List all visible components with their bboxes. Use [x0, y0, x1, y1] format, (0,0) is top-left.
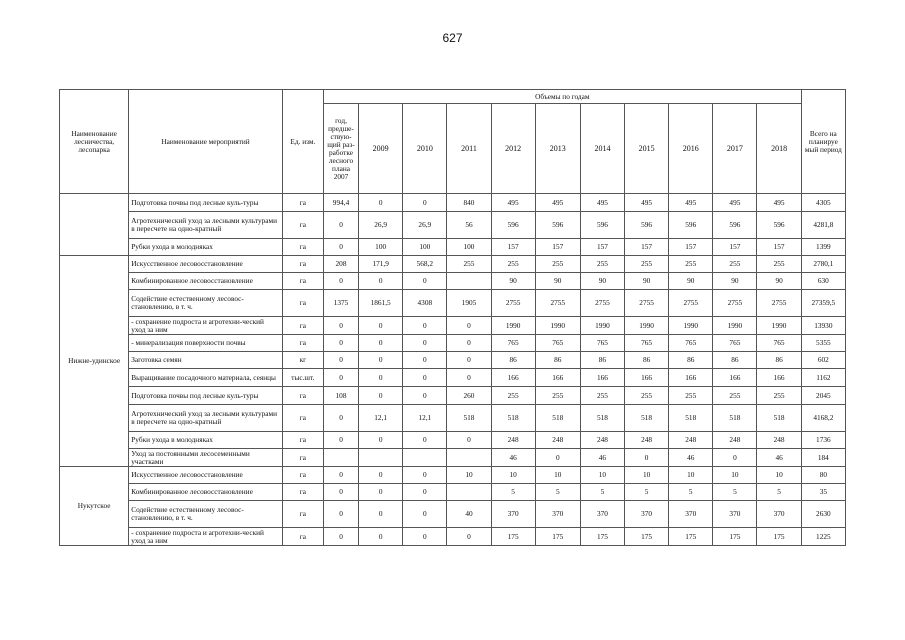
unit-cell: га: [282, 212, 323, 239]
page-number: 627: [442, 31, 463, 45]
value-cell: 166: [625, 369, 669, 387]
value-cell: 157: [669, 239, 713, 256]
value-cell: 171,9: [359, 256, 403, 273]
total-cell: 80: [801, 467, 845, 484]
total-cell: 1162: [801, 369, 845, 387]
activity-name: Искусственное лесовосстановление: [129, 467, 283, 484]
value-cell: 2755: [669, 290, 713, 317]
value-cell: 568,2: [403, 256, 447, 273]
unit-cell: га: [282, 405, 323, 432]
value-cell: 596: [491, 212, 535, 239]
value-cell: 5: [625, 484, 669, 501]
value-cell: 518: [491, 405, 535, 432]
value-cell: 157: [491, 239, 535, 256]
value-cell: 255: [580, 256, 624, 273]
value-cell: 46: [491, 449, 535, 467]
value-cell: 255: [625, 387, 669, 405]
value-cell: 255: [757, 387, 801, 405]
value-cell: 5: [713, 484, 757, 501]
table-row: [60, 369, 846, 387]
value-cell: 518: [580, 405, 624, 432]
year-header: 2011: [447, 104, 491, 194]
value-cell: 495: [757, 194, 801, 212]
value-cell: 166: [535, 369, 580, 387]
value-cell: 12,1: [359, 405, 403, 432]
activity-name: Уход за постоянными лесосеменными участками: [129, 449, 283, 467]
value-cell: 765: [757, 335, 801, 352]
year-header: 2013: [535, 104, 580, 194]
activity-name: - сохранение подроста и агротехни-ческий уход за ним: [129, 528, 283, 546]
table-row: [60, 317, 846, 335]
value-cell: 0: [447, 335, 491, 352]
value-cell: 248: [535, 432, 580, 449]
activity-name: Агротехнический уход за лесными культурами в пересчете на одно-кратный: [129, 212, 283, 239]
unit-cell: га: [282, 484, 323, 501]
value-cell: 0: [403, 317, 447, 335]
unit-cell: га: [282, 317, 323, 335]
table-row: [60, 484, 846, 501]
value-cell: 86: [491, 352, 535, 369]
unit-cell: га: [282, 528, 323, 546]
table-row: [60, 528, 846, 546]
value-cell: 1990: [535, 317, 580, 335]
value-cell: 0: [447, 432, 491, 449]
unit-cell: га: [282, 387, 323, 405]
value-cell: 10: [757, 467, 801, 484]
year-header: 2012: [491, 104, 535, 194]
activity-name: Искусственное лесовосстановление: [129, 256, 283, 273]
total-cell: 1225: [801, 528, 845, 546]
value-cell: 0: [447, 317, 491, 335]
year-header: 2014: [580, 104, 624, 194]
total-cell: 630: [801, 273, 845, 290]
value-cell: 2755: [757, 290, 801, 317]
value-cell: 994,4: [323, 194, 358, 212]
value-cell: 175: [757, 528, 801, 546]
activity-name: Комбинированное лесовосстановление: [129, 484, 283, 501]
total-cell: 27359,5: [801, 290, 845, 317]
value-cell: 1905: [447, 290, 491, 317]
value-cell: 596: [713, 212, 757, 239]
activity-name: - минерализация поверхности почвы: [129, 335, 283, 352]
value-cell: 370: [535, 501, 580, 528]
table-row: [60, 273, 846, 290]
forestry-name: [60, 194, 129, 256]
unit-cell: га: [282, 335, 323, 352]
value-cell: 0: [403, 528, 447, 546]
year-header: 2009: [359, 104, 403, 194]
value-cell: [447, 273, 491, 290]
value-cell: 0: [359, 484, 403, 501]
value-cell: 596: [535, 212, 580, 239]
total-cell: 13930: [801, 317, 845, 335]
value-cell: 0: [323, 528, 358, 546]
value-cell: 0: [403, 273, 447, 290]
value-cell: 0: [323, 212, 358, 239]
value-cell: 765: [535, 335, 580, 352]
year-header: 2010: [403, 104, 447, 194]
unit-cell: га: [282, 256, 323, 273]
value-cell: 0: [403, 432, 447, 449]
value-cell: 157: [757, 239, 801, 256]
activity-name: Агротехнический уход за лесными культурами в пересчете на одно-кратный: [129, 405, 283, 432]
value-cell: 10: [625, 467, 669, 484]
value-cell: 90: [713, 273, 757, 290]
value-cell: 175: [625, 528, 669, 546]
value-cell: 2755: [580, 290, 624, 317]
year-header: 2015: [625, 104, 669, 194]
total-cell: 2630: [801, 501, 845, 528]
value-cell: 0: [403, 352, 447, 369]
activity-name: Рубки ухода в молодняках: [129, 432, 283, 449]
value-cell: 4308: [403, 290, 447, 317]
value-cell: 765: [669, 335, 713, 352]
value-cell: 100: [403, 239, 447, 256]
value-cell: 1990: [491, 317, 535, 335]
value-cell: 46: [580, 449, 624, 467]
value-cell: 370: [625, 501, 669, 528]
value-cell: 260: [447, 387, 491, 405]
unit-cell: га: [282, 432, 323, 449]
value-cell: 166: [757, 369, 801, 387]
unit-header: Ед. изм.: [282, 90, 323, 194]
value-cell: 86: [757, 352, 801, 369]
value-cell: 840: [447, 194, 491, 212]
table-row: [60, 212, 846, 239]
value-cell: 166: [580, 369, 624, 387]
value-cell: 370: [713, 501, 757, 528]
value-cell: 0: [403, 501, 447, 528]
value-cell: 495: [580, 194, 624, 212]
value-cell: 255: [491, 387, 535, 405]
unit-cell: га: [282, 194, 323, 212]
value-cell: 157: [535, 239, 580, 256]
value-cell: 495: [713, 194, 757, 212]
value-cell: 0: [447, 352, 491, 369]
value-cell: 0: [359, 317, 403, 335]
value-cell: 0: [323, 369, 358, 387]
total-cell: 5355: [801, 335, 845, 352]
unit-cell: тыс.шт.: [282, 369, 323, 387]
value-cell: 0: [403, 194, 447, 212]
value-cell: 0: [403, 335, 447, 352]
value-cell: 86: [580, 352, 624, 369]
value-cell: [403, 449, 447, 467]
value-cell: 0: [713, 449, 757, 467]
activity-name: Подготовка почвы под лесные куль-туры: [129, 387, 283, 405]
value-cell: 0: [323, 352, 358, 369]
value-cell: 157: [580, 239, 624, 256]
value-cell: 255: [669, 256, 713, 273]
value-cell: [447, 449, 491, 467]
value-cell: 248: [625, 432, 669, 449]
value-cell: 86: [669, 352, 713, 369]
activity-name: Выращивание посадочного материала, сеянцы: [129, 369, 283, 387]
value-cell: 518: [535, 405, 580, 432]
value-cell: 255: [535, 256, 580, 273]
value-cell: 86: [713, 352, 757, 369]
value-cell: 26,9: [403, 212, 447, 239]
value-cell: 0: [323, 335, 358, 352]
value-cell: 0: [323, 317, 358, 335]
forestry-header: Наименование лесничества, лесопарка: [60, 90, 129, 194]
value-cell: 100: [359, 239, 403, 256]
value-cell: 0: [323, 501, 358, 528]
unit-cell: га: [282, 273, 323, 290]
value-cell: 0: [359, 501, 403, 528]
value-cell: 370: [580, 501, 624, 528]
value-cell: 2755: [713, 290, 757, 317]
value-cell: 0: [403, 467, 447, 484]
prev-year-header: год, предше-ствую-щий раз-работке лесного плана 2007: [323, 104, 358, 194]
value-cell: 248: [713, 432, 757, 449]
value-cell: 255: [757, 256, 801, 273]
value-cell: 1861,5: [359, 290, 403, 317]
value-cell: 765: [580, 335, 624, 352]
value-cell: 90: [580, 273, 624, 290]
value-cell: 0: [359, 528, 403, 546]
value-cell: 108: [323, 387, 358, 405]
value-cell: 255: [580, 387, 624, 405]
table-body: [60, 194, 846, 546]
forestry-name: Нижне-удинское: [60, 256, 129, 467]
value-cell: 90: [625, 273, 669, 290]
value-cell: 5: [491, 484, 535, 501]
value-cell: 5: [535, 484, 580, 501]
value-cell: 0: [323, 405, 358, 432]
value-cell: 12,1: [403, 405, 447, 432]
value-cell: 175: [713, 528, 757, 546]
value-cell: 0: [359, 335, 403, 352]
value-cell: 596: [580, 212, 624, 239]
value-cell: 166: [491, 369, 535, 387]
value-cell: 255: [447, 256, 491, 273]
value-cell: 495: [535, 194, 580, 212]
value-cell: 495: [491, 194, 535, 212]
activity-name: Рубки ухода в молодняках: [129, 239, 283, 256]
value-cell: 208: [323, 256, 358, 273]
value-cell: 0: [359, 352, 403, 369]
value-cell: 248: [580, 432, 624, 449]
value-cell: 0: [323, 467, 358, 484]
value-cell: 0: [403, 484, 447, 501]
value-cell: 255: [669, 387, 713, 405]
table-row: [60, 239, 846, 256]
total-cell: 4168,2: [801, 405, 845, 432]
volumes-header: Объемы по годам: [323, 90, 801, 104]
total-cell: 1736: [801, 432, 845, 449]
forest-plan-table: [59, 89, 846, 546]
value-cell: 255: [491, 256, 535, 273]
value-cell: 248: [757, 432, 801, 449]
activity-name: Содействие естественному лесовос-становлению, в т. ч.: [129, 501, 283, 528]
value-cell: 166: [669, 369, 713, 387]
value-cell: 90: [669, 273, 713, 290]
value-cell: 2755: [535, 290, 580, 317]
value-cell: 157: [713, 239, 757, 256]
table-row: [60, 335, 846, 352]
total-cell: 4281,8: [801, 212, 845, 239]
value-cell: 56: [447, 212, 491, 239]
value-cell: 86: [535, 352, 580, 369]
value-cell: 157: [625, 239, 669, 256]
table-row: [60, 387, 846, 405]
value-cell: 255: [625, 256, 669, 273]
value-cell: 596: [669, 212, 713, 239]
activity-name: Подготовка почвы под лесные куль-туры: [129, 194, 283, 212]
value-cell: 10: [447, 467, 491, 484]
value-cell: 100: [447, 239, 491, 256]
value-cell: 175: [669, 528, 713, 546]
activity-name: Комбинированное лесовосстановление: [129, 273, 283, 290]
value-cell: 255: [535, 387, 580, 405]
year-header: 2018: [757, 104, 801, 194]
value-cell: 1990: [757, 317, 801, 335]
value-cell: 2755: [625, 290, 669, 317]
value-cell: 0: [447, 528, 491, 546]
value-cell: 596: [757, 212, 801, 239]
value-cell: 0: [359, 432, 403, 449]
value-cell: 248: [669, 432, 713, 449]
value-cell: 0: [403, 387, 447, 405]
value-cell: 10: [669, 467, 713, 484]
value-cell: 0: [535, 449, 580, 467]
year-header: 2017: [713, 104, 757, 194]
table-row: [60, 501, 846, 528]
year-header: 2016: [669, 104, 713, 194]
value-cell: 0: [359, 369, 403, 387]
unit-cell: га: [282, 239, 323, 256]
value-cell: 248: [491, 432, 535, 449]
total-cell: 2780,1: [801, 256, 845, 273]
activity-header: Наименование мероприятий: [129, 90, 283, 194]
value-cell: 90: [757, 273, 801, 290]
value-cell: 518: [713, 405, 757, 432]
value-cell: 1990: [713, 317, 757, 335]
table-header: [60, 90, 846, 194]
value-cell: 518: [757, 405, 801, 432]
value-cell: 5: [580, 484, 624, 501]
value-cell: 0: [359, 467, 403, 484]
table-row: [60, 290, 846, 317]
table-row: [60, 449, 846, 467]
value-cell: 10: [713, 467, 757, 484]
value-cell: 10: [580, 467, 624, 484]
value-cell: 5: [757, 484, 801, 501]
value-cell: 2755: [491, 290, 535, 317]
value-cell: 0: [323, 239, 358, 256]
value-cell: [323, 449, 358, 467]
value-cell: 90: [535, 273, 580, 290]
table-row: [60, 256, 846, 273]
value-cell: 0: [323, 432, 358, 449]
value-cell: 370: [757, 501, 801, 528]
value-cell: 26,9: [359, 212, 403, 239]
unit-cell: га: [282, 501, 323, 528]
value-cell: 0: [625, 449, 669, 467]
value-cell: 1990: [580, 317, 624, 335]
table-row: [60, 467, 846, 484]
value-cell: 0: [403, 369, 447, 387]
value-cell: 5: [669, 484, 713, 501]
table-row: [60, 194, 846, 212]
value-cell: 10: [535, 467, 580, 484]
value-cell: 0: [447, 369, 491, 387]
value-cell: 175: [580, 528, 624, 546]
unit-cell: га: [282, 467, 323, 484]
value-cell: 0: [323, 484, 358, 501]
total-cell: 602: [801, 352, 845, 369]
value-cell: 370: [669, 501, 713, 528]
value-cell: 1990: [669, 317, 713, 335]
activity-name: - сохранение подроста и агротехни-ческий уход за ним: [129, 317, 283, 335]
value-cell: 518: [669, 405, 713, 432]
value-cell: 1990: [625, 317, 669, 335]
value-cell: 0: [359, 273, 403, 290]
total-header: Всего на планируе мый период: [801, 90, 845, 194]
value-cell: 90: [491, 273, 535, 290]
table-row: [60, 405, 846, 432]
table-row: [60, 352, 846, 369]
value-cell: 1375: [323, 290, 358, 317]
value-cell: 0: [359, 194, 403, 212]
value-cell: 765: [491, 335, 535, 352]
unit-cell: кг: [282, 352, 323, 369]
total-cell: 2045: [801, 387, 845, 405]
total-cell: 1399: [801, 239, 845, 256]
value-cell: 596: [625, 212, 669, 239]
total-cell: 184: [801, 449, 845, 467]
value-cell: 46: [757, 449, 801, 467]
value-cell: 255: [713, 387, 757, 405]
value-cell: 0: [359, 387, 403, 405]
activity-name: Содействие естественному лесовос-становлению, в т. ч.: [129, 290, 283, 317]
value-cell: 518: [447, 405, 491, 432]
unit-cell: га: [282, 290, 323, 317]
value-cell: 495: [625, 194, 669, 212]
value-cell: 40: [447, 501, 491, 528]
value-cell: [447, 484, 491, 501]
value-cell: 255: [713, 256, 757, 273]
value-cell: 175: [491, 528, 535, 546]
value-cell: [359, 449, 403, 467]
activity-name: Заготовка семян: [129, 352, 283, 369]
value-cell: 495: [669, 194, 713, 212]
value-cell: 10: [491, 467, 535, 484]
table-row: [60, 432, 846, 449]
value-cell: 518: [625, 405, 669, 432]
forestry-name: Нукутское: [60, 467, 129, 546]
total-cell: 35: [801, 484, 845, 501]
value-cell: 765: [713, 335, 757, 352]
value-cell: 0: [323, 273, 358, 290]
value-cell: 86: [625, 352, 669, 369]
total-cell: 4305: [801, 194, 845, 212]
value-cell: 370: [491, 501, 535, 528]
value-cell: 765: [625, 335, 669, 352]
value-cell: 175: [535, 528, 580, 546]
value-cell: 166: [713, 369, 757, 387]
unit-cell: га: [282, 449, 323, 467]
value-cell: 46: [669, 449, 713, 467]
